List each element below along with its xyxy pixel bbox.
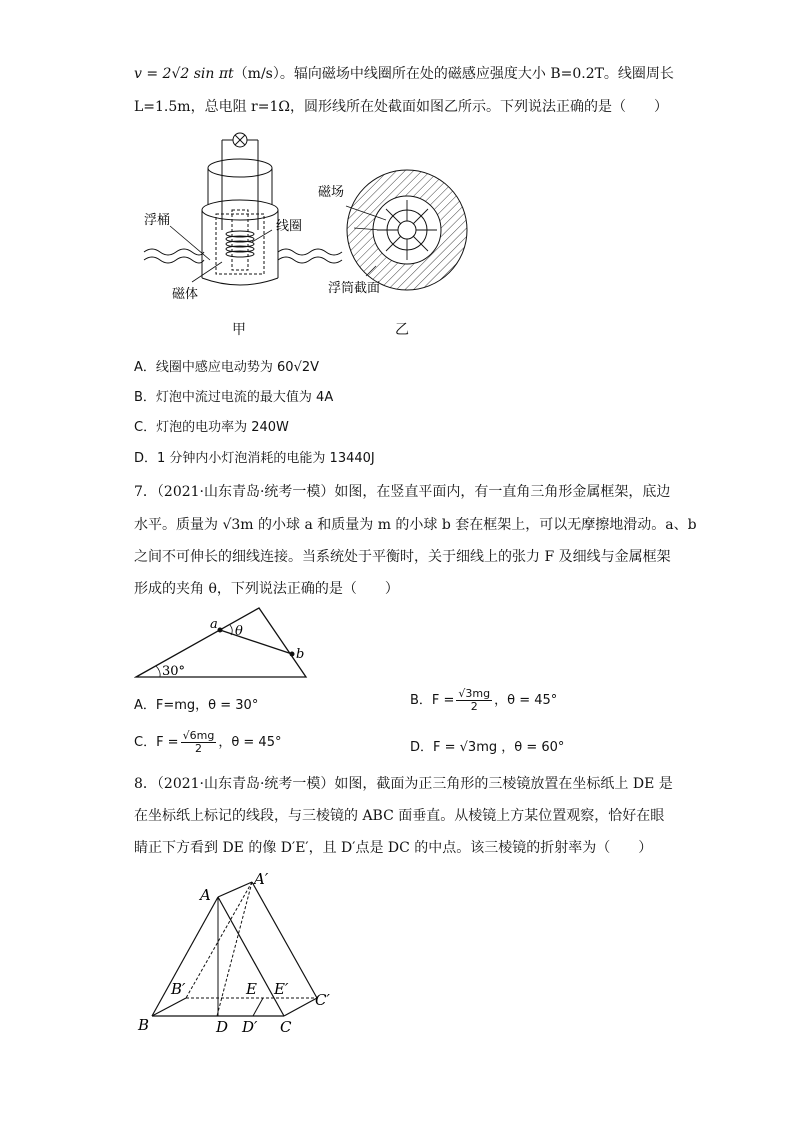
q7-option-a[interactable]: A．F=mg，θ = 30°	[134, 698, 259, 713]
label-E: E	[246, 980, 257, 998]
label-A: A	[200, 886, 211, 904]
q7-option-b-fraction	[456, 688, 492, 713]
coil-icon	[226, 231, 254, 257]
label-field: 磁场	[318, 185, 345, 200]
q8-stem-line-2: 在坐标纸上标记的线段，与三棱镜的 ABC 面垂直。从棱镜上方某位置观察，恰好在眼	[134, 808, 665, 824]
magnet-body	[216, 214, 264, 274]
caption-jia: 甲	[232, 322, 246, 338]
q7-stem-line-3: 之间不可伸长的细线连接。当系统处于平衡时，关于细线上的张力 F 及细线与金属框架	[134, 549, 671, 565]
fraction-denominator: 2	[470, 700, 478, 713]
label-magnet: 磁体	[172, 287, 199, 302]
float-cross-section	[347, 170, 467, 290]
figure-q7	[134, 602, 314, 682]
label-coil: 线圈	[276, 219, 303, 234]
velocity-formula: v = 2√2 sin πt	[134, 66, 234, 82]
q6-stem-line-2: L=1.5m，总电阻 r=1Ω，圆形线所在处截面如图乙所示。下列说法正确的是（ ）	[134, 99, 668, 115]
label-C-prime: C′	[315, 991, 330, 1009]
q7-option-c-fraction	[181, 730, 217, 755]
label-section: 浮筒截面	[328, 281, 381, 296]
q8-stem-line-3: 睛正下方看到 DE 的像 D′E′，且 D′点是 DC 的中点。该三棱镜的折射率为（ ）	[134, 840, 653, 856]
fraction-denominator: 2	[194, 742, 202, 755]
ball-a	[218, 628, 223, 633]
fraction-numerator: √3mg	[458, 687, 491, 700]
q6-stem-text-1: （m/s）。辐向磁场中线圈所在处的磁感应强度大小 B=0.2T。线圈周长	[233, 66, 674, 82]
label-theta: θ	[235, 624, 243, 639]
label-30deg: 30°	[162, 664, 186, 679]
fraction-numerator: √6mg	[182, 729, 215, 742]
q7-option-b[interactable]	[410, 688, 557, 713]
label-E-prime: E′	[274, 980, 289, 998]
q7-stem-line-4: 形成的夹角 θ，下列说法正确的是（ ）	[134, 581, 399, 597]
label-B-prime: B′	[171, 980, 186, 998]
q7-stem-line-1: 7．（2021·山东青岛·统考一模）如图，在竖直平面内，有一直角三角形金属框架，底边	[134, 484, 671, 500]
label-float: 浮桶	[144, 213, 171, 228]
q6-option-b[interactable]: B．灯泡中流过电流的最大值为 4A	[134, 390, 334, 405]
water-wave	[144, 249, 204, 255]
label-A-prime: A′	[254, 870, 269, 888]
figure-q8	[134, 870, 354, 1040]
q7-option-c-prefix: C．F =	[134, 735, 179, 750]
q6-stem-line-1	[134, 64, 674, 84]
label-C: C	[280, 1018, 292, 1036]
q7-option-b-suffix: ，θ = 45°	[494, 693, 558, 708]
ball-b	[290, 652, 295, 657]
label-a: a	[210, 617, 218, 632]
q7-option-c-suffix: ，θ = 45°	[218, 735, 282, 750]
q7-option-d[interactable]: D．F = √3mg ，θ = 60°	[410, 740, 565, 755]
q6-option-c[interactable]: C．灯泡的电功率为 240W	[134, 420, 289, 435]
q6-option-a[interactable]: A．线圈中感应电动势为 60√2V	[134, 360, 320, 375]
q8-stem-line-1: 8．（2021·山东青岛·统考一模）如图，截面为正三角形的三棱镜放置在坐标纸上 DE 是	[134, 776, 673, 792]
q7-option-b-prefix: B．F =	[410, 693, 455, 708]
label-D-prime: D′	[242, 1018, 258, 1036]
label-b: b	[296, 647, 305, 662]
figure-q6	[140, 130, 470, 320]
caption-yi: 乙	[395, 322, 409, 338]
label-D: D	[216, 1018, 229, 1036]
q7-option-c[interactable]	[134, 730, 281, 755]
q7-stem-line-2: 水平。质量为 √3m 的小球 a 和质量为 m 的小球 b 套在框架上，可以无摩擦地滑动。a、b	[134, 517, 697, 533]
q6-option-d[interactable]: D．1 分钟内小灯泡消耗的电能为 13440J	[134, 451, 375, 466]
label-B: B	[138, 1016, 150, 1034]
string-ab	[220, 630, 292, 654]
